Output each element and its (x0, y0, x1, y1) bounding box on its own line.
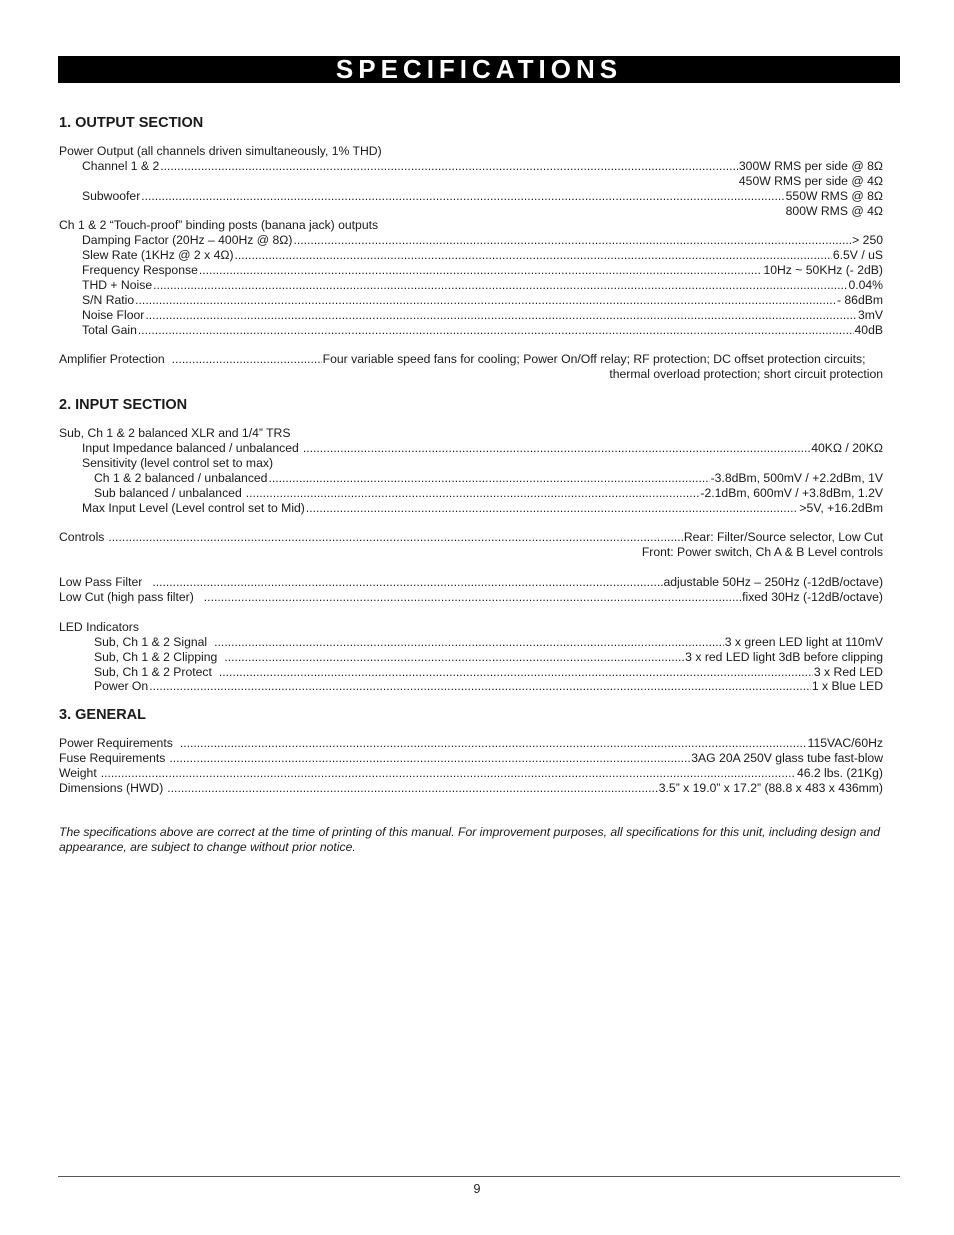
spec-label: Sub, Ch 1 & 2 Signal (94, 634, 208, 649)
dot-leader (152, 575, 662, 590)
spec-label: Ch 1 & 2 balanced / unbalanced (94, 470, 268, 485)
spec-value: Rear: Filter/Source selector, Low Cut (683, 530, 883, 545)
spec-value: fixed 30Hz (-12dB/octave) (742, 590, 883, 605)
spec-value: -2.1dBm, 600mV / +3.8dBm, 1.2V (700, 485, 883, 500)
spec-value-continued: 450W RMS per side @ 4Ω (738, 173, 883, 188)
spec-value: 0.04% (848, 278, 883, 293)
spec-label: Power Requirements (59, 736, 173, 751)
spec-row-sensitivity-ch (59, 471, 883, 486)
spec-row-channel-1-2 (59, 159, 883, 174)
spec-value: Four variable speed fans for cooling; Power On/Off relay; RF protection; DC offset protection circuits; (322, 352, 866, 367)
page-number: 9 (473, 1182, 481, 1196)
spec-row-amplifier-protection (59, 352, 883, 367)
spec-value: > 250 (852, 233, 883, 248)
spec-row (59, 308, 883, 323)
spec-label: Frequency Response (82, 263, 198, 278)
dot-leader (306, 501, 799, 516)
spec-value: 40KΩ / 20KΩ (811, 441, 883, 456)
spec-label: Low Cut (high pass filter) (59, 590, 194, 605)
spec-value: 3 x green LED light at 110mV (724, 634, 883, 649)
dot-leader (235, 248, 832, 263)
spec-value: 115VAC/60Hz (807, 736, 883, 751)
spec-label: Controls (59, 530, 105, 545)
dot-leader (167, 781, 657, 796)
spec-value: 6.5V / uS (832, 248, 883, 263)
spec-value: 10Hz ~ 50KHz (- 2dB) (763, 263, 883, 278)
spec-label: Weight (59, 766, 97, 781)
spec-row-max-input (59, 501, 883, 516)
spec-label: Noise Floor (82, 307, 145, 322)
sensitivity-label: Sensitivity (level control set to max) (82, 456, 274, 471)
dot-leader (145, 308, 857, 323)
spec-row-led (59, 679, 883, 694)
dot-leader (303, 441, 810, 456)
spec-row (59, 293, 883, 308)
inputs-label: Sub, Ch 1 & 2 balanced XLR and 1/4” TRS (59, 426, 291, 441)
dot-leader (108, 530, 682, 545)
spec-label: Power On (94, 679, 149, 694)
spec-row (59, 323, 883, 338)
spec-row (59, 781, 883, 796)
dot-leader (214, 635, 724, 650)
dot-leader (224, 650, 684, 665)
dot-leader (138, 323, 854, 338)
spec-value: 3 x red LED light 3dB before clipping (685, 649, 883, 664)
spec-label: Damping Factor (20Hz – 400Hz @ 8Ω) (82, 233, 293, 248)
spec-label: Dimensions (HWD) (59, 780, 164, 795)
spec-row-sensitivity-sub (59, 486, 883, 501)
spec-value: 40dB (854, 322, 883, 337)
spec-value: 300W RMS per side @ 8Ω (738, 158, 883, 173)
dot-leader (135, 293, 836, 308)
dot-leader (169, 751, 690, 766)
spec-row-controls (59, 530, 883, 545)
spec-row-low-pass-filter (59, 575, 883, 590)
spec-label: Fuse Requirements (59, 751, 166, 766)
spec-row (59, 736, 883, 751)
spec-label: Sub balanced / unbalanced (94, 485, 242, 500)
spec-label: Input Impedance balanced / unbalanced (82, 441, 299, 456)
spec-label: S/N Ratio (82, 292, 135, 307)
spec-value: 3mV (857, 307, 883, 322)
spec-value-continued: thermal overload protection; short circuit protection (609, 367, 883, 382)
spec-row (59, 233, 883, 248)
spec-label: Subwoofer (82, 188, 141, 203)
spec-row (59, 766, 883, 781)
spec-value-continued: Front: Power switch, Ch A & B Level controls (641, 545, 883, 560)
dot-leader (246, 486, 700, 501)
page-title: SPECIFICATIONS (58, 56, 900, 83)
spec-label: Low Pass Filter (59, 575, 143, 590)
dot-leader (160, 159, 738, 174)
spec-value: adjustable 50Hz – 250Hz (-12dB/octave) (663, 575, 883, 590)
spec-value-continued: 800W RMS @ 4Ω (785, 203, 883, 218)
dot-leader (219, 665, 813, 680)
spec-row (59, 263, 883, 278)
output-section-heading: 1. OUTPUT SECTION (59, 115, 204, 131)
spec-row-led (59, 650, 883, 665)
led-indicators-label: LED Indicators (59, 619, 139, 634)
spec-row-subwoofer (59, 189, 883, 204)
binding-posts-label: Ch 1 & 2 “Touch-proof” binding posts (banana jack) outputs (59, 218, 379, 233)
dot-leader (204, 590, 741, 605)
dot-leader (149, 679, 811, 694)
dot-leader (153, 278, 847, 293)
dot-leader (180, 736, 807, 751)
dot-leader (101, 766, 796, 781)
spec-value: 46.2 lbs. (21Kg) (796, 766, 883, 781)
spec-value: 3.5” x 19.0” x 17.2” (88.8 x 483 x 436mm) (658, 780, 883, 795)
spec-row-input-impedance (59, 441, 883, 456)
dot-leader (199, 263, 763, 278)
power-output-label: Power Output (all channels driven simultaneously, 1% THD) (59, 144, 382, 158)
spec-label: Slew Rate (1KHz @ 2 x 4Ω) (82, 248, 234, 263)
spec-value: -3.8dBm, 500mV / +2.2dBm, 1V (710, 470, 883, 485)
spec-value: >5V, +16.2dBm (799, 500, 883, 515)
spec-label: Channel 1 & 2 (82, 158, 160, 173)
spec-label: Amplifier Protection (59, 352, 165, 367)
spec-label: THD + Noise (82, 278, 153, 293)
spec-value: 1 x Blue LED (811, 679, 883, 694)
spec-value: 3AG 20A 250V glass tube fast-blow (691, 751, 883, 766)
dot-leader (141, 189, 784, 204)
spec-row-led (59, 635, 883, 650)
spec-row (59, 248, 883, 263)
general-section-heading: 3. GENERAL (59, 707, 147, 724)
footer-divider (58, 1176, 900, 1177)
spec-label: Total Gain (82, 322, 137, 337)
spec-row-led (59, 665, 883, 680)
spec-value: 550W RMS @ 8Ω (785, 188, 883, 203)
spec-label: Sub, Ch 1 & 2 Protect (94, 664, 212, 679)
spec-row (59, 278, 883, 293)
spec-row (59, 751, 883, 766)
spec-content (59, 114, 883, 855)
dot-leader (172, 352, 322, 367)
spec-row-low-cut (59, 590, 883, 605)
spec-value: 3 x Red LED (813, 664, 883, 679)
spec-value: - 86dBm (836, 292, 883, 307)
spec-label: Sub, Ch 1 & 2 Clipping (94, 649, 218, 664)
spec-label: Max Input Level (Level control set to Mid) (82, 500, 305, 515)
input-section-heading: 2. INPUT SECTION (59, 397, 188, 414)
dot-leader (293, 233, 851, 248)
dot-leader (268, 471, 709, 486)
disclaimer-note: The specifications above are correct at the time of printing of this manual. For improvement purposes, all specifications for this unit, including design and appearance, are subject to change without prior notice. (59, 824, 881, 854)
